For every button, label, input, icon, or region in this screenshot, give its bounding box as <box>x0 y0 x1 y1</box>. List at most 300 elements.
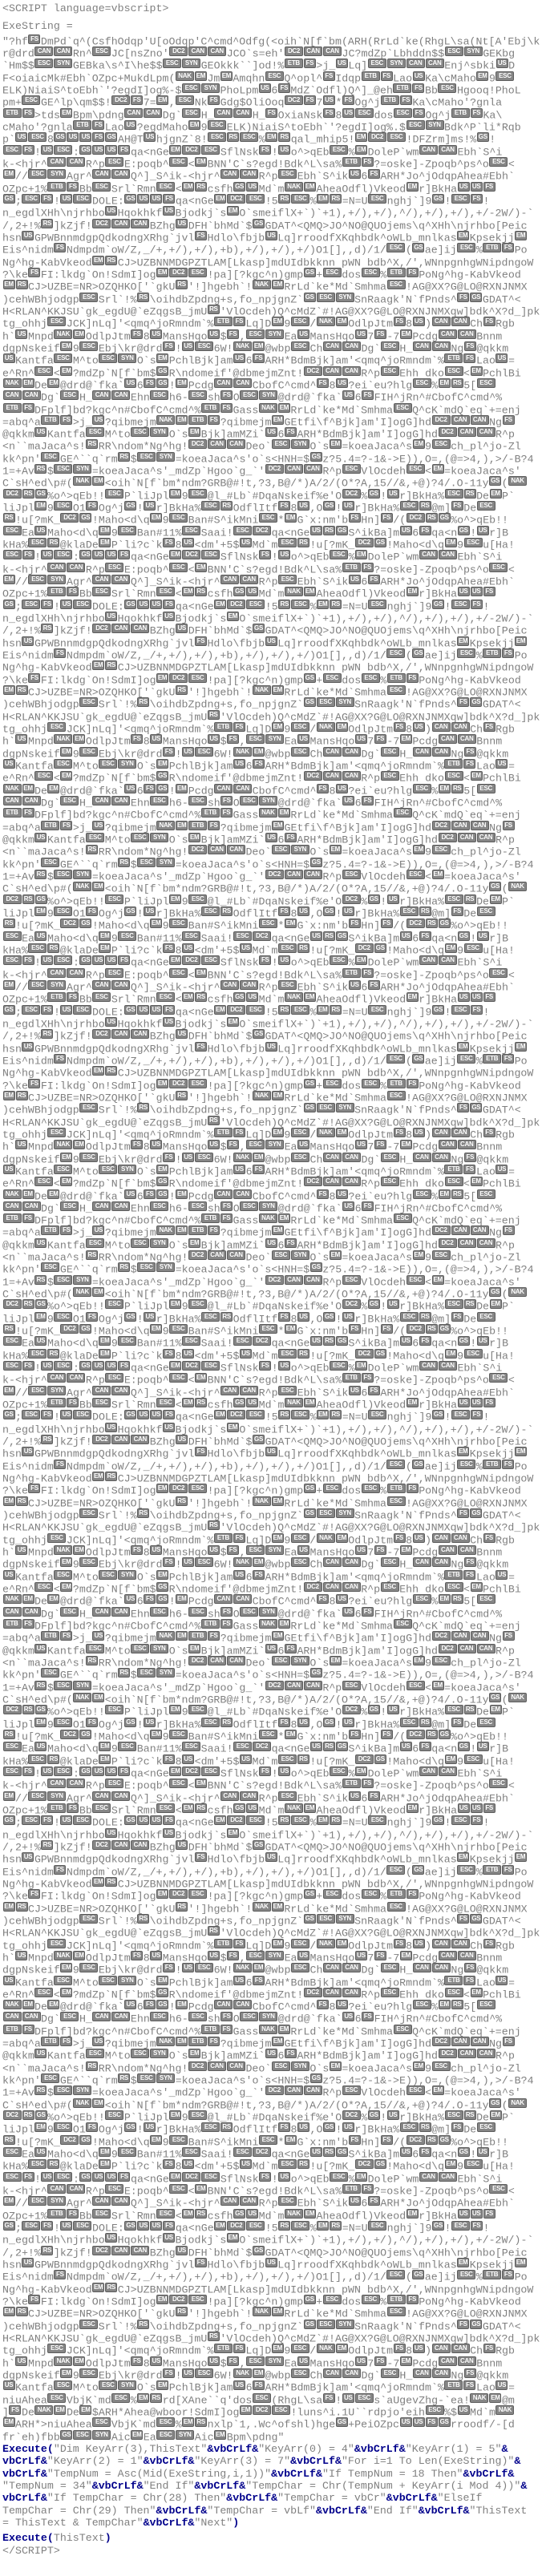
control-char-can-glyph: CAN <box>458 734 476 744</box>
control-char-nak-glyph: NAK <box>285 1803 303 1813</box>
control-char-esc-glyph: ESC <box>240 2012 258 2021</box>
code-line: ?\ke FS FI:lkdg`On!SdmI]og EM DC2 ESC !pa][?kgc^n)gmp GS + ESC dos ESC % ETB FS PoNg^hg-KabVkeod <box>2 268 521 281</box>
code-line: DC2 RS GS %o^>qEb!! ESC P`liJpl EM 9 ESC @l_#Lb`#DqaNskeif%e'O DC2 % GS ! US r]BkHa% ESC RS De EM P` <box>2 1299 546 1311</box>
control-char-rs-glyph: RS <box>118 1262 130 1272</box>
control-char-can-glyph: CAN <box>451 415 470 425</box>
control-char-em-glyph: EM <box>433 1681 443 1689</box>
control-char-gs-glyph: GS <box>156 1594 168 1604</box>
control-char-can-glyph: CAN <box>413 1557 431 1567</box>
code-line: OZpc+1% ETB FS Bb ESC Srl`Rmn ESC < EM RS csfh GS US Md`m NAK EM AheaOdfl)Vkeod EM r]BkHa US US FS <box>2 182 546 194</box>
control-char-can-glyph: CAN <box>413 341 431 351</box>
control-char-fs-glyph: FS <box>483 1803 495 1813</box>
control-char-us-glyph: US <box>477 2147 489 2157</box>
control-char-fs-glyph: FS <box>349 1730 361 1739</box>
control-char-rs-glyph: RS <box>34 1275 47 1285</box>
control-char-em-glyph: EM <box>183 1399 193 1407</box>
control-char-can-glyph: CAN <box>188 46 207 56</box>
control-char-esc-glyph: ESC <box>156 2209 175 2219</box>
control-char-can-glyph: CAN <box>220 980 239 990</box>
control-char-nak-glyph: NAK <box>3 1189 22 1199</box>
control-char-fs-glyph: FS <box>394 1533 406 1543</box>
control-char-us-glyph: US <box>342 1201 354 1211</box>
control-char-esc-glyph: ESC <box>201 2122 220 2132</box>
control-char-fs-glyph: FS <box>259 1766 271 1776</box>
control-char-esc-glyph: ESC <box>477 2000 495 2009</box>
control-char-fs-glyph: FS <box>278 1312 290 1322</box>
control-char-can-glyph: CAN <box>240 1386 258 1395</box>
control-char-dc2-glyph: DC2 <box>432 415 451 425</box>
control-char-gs-glyph: GS <box>304 697 316 707</box>
control-char-dc2-glyph: DC2 <box>60 2135 79 2145</box>
control-char-etb-glyph: ETB <box>41 1225 59 1235</box>
control-char-nak-glyph: NAK <box>285 992 303 1002</box>
control-char-us-glyph: US <box>105 1423 117 1432</box>
control-char-us-glyph: US <box>176 624 188 633</box>
code-line: ETB FS DFplf]bd?kgc^n#CbofC^cmd^% ETB FS Gass NAK EM RrLd`ke*Md`Smhma ESC Q^cK`mdQ`eq`+=enj <box>2 403 546 415</box>
control-char-can-glyph: CAN <box>342 1582 361 1592</box>
control-char-us-glyph: US <box>458 1398 470 1407</box>
control-char-etb-glyph: ETB <box>444 353 463 363</box>
control-char-us-glyph: US <box>150 2221 162 2231</box>
control-char-rs-glyph: RS <box>220 2122 233 2132</box>
control-char-us-glyph: US <box>278 1766 290 1776</box>
control-char-nak-glyph: NAK <box>73 1693 91 1702</box>
control-char-em-glyph: EM <box>471 772 481 780</box>
control-char-nak-glyph: NAK <box>253 2307 271 2316</box>
control-char-us-glyph: US <box>400 2417 412 2427</box>
control-char-nak-glyph: NAK <box>508 882 527 891</box>
control-char-esc-glyph: ESC <box>394 1213 412 1223</box>
code-line: EM // ESC SYN Agr^ CAN CAN Q^]_S^ik-<hjr^ CAN CAN R^p ESC Ebh`S^ik US 6 FS ARH*Jo^jOdqpAhea#Ebh` <box>4 170 515 182</box>
control-char-esc-glyph: ESC <box>323 1079 342 1088</box>
control-char-esc-glyph: ESC <box>457 2270 475 2279</box>
script-open-tag: <SCRIPT language=vbscript> <box>2 2 169 14</box>
control-char-gs-glyph: GS <box>412 1460 424 1469</box>
control-char-can-glyph: CAN <box>285 464 303 474</box>
control-char-esc-glyph: ESC <box>272 2061 290 2071</box>
control-char-can-glyph: CAN <box>92 1386 111 1395</box>
control-char-esc-glyph: ESC <box>54 2380 72 2390</box>
control-char-dc2-glyph: DC2 <box>3 2110 22 2120</box>
control-char-can-glyph: CAN <box>471 1225 489 1235</box>
control-char-em-glyph: EM <box>151 919 161 927</box>
code-line: e^Rn^ ESC < EM ?mdZp`N[f`bm$ GS R\ndomeif'@dbmejmZnt! DC2 CAN CAN R^p ESC Ehh dko ESC < EM PchlBi <box>2 366 521 378</box>
control-char-esc-glyph: ESC <box>406 1681 425 1690</box>
control-char-nak-glyph: NAK <box>317 317 335 326</box>
control-char-can-glyph: CAN <box>3 1201 22 1211</box>
control-char-em-glyph: EM <box>414 440 423 448</box>
control-char-nak-glyph: NAK <box>233 747 252 757</box>
control-char-esc-glyph: ESC <box>323 1889 342 1899</box>
control-char-esc-glyph: ESC <box>54 1681 72 1690</box>
control-char-em-glyph: EM <box>330 440 341 448</box>
control-char-fs-glyph: FS <box>22 403 34 413</box>
control-char-esc-glyph: ESC <box>92 587 111 596</box>
control-char-esc-glyph: ESC <box>240 1607 258 1617</box>
code-line: DC2 RS GS %o^>qEb!! ESC P`liJpl EM 9 ESC @l_#Lb`#DqaNskeif%e'O DC2 % GS ! US r]BkHa% ESC RS De EM P` <box>2 894 546 906</box>
control-char-gs-glyph: GS <box>304 1484 316 1493</box>
control-char-us-glyph: US <box>233 1570 245 1580</box>
control-char-rs-glyph: RS <box>86 439 98 449</box>
control-char-esc-glyph: ESC <box>79 1153 98 1162</box>
control-char-em-glyph: EM <box>177 378 187 386</box>
control-char-fs-glyph: FS <box>41 600 53 609</box>
control-char-esc-glyph: ESC <box>79 1557 98 1567</box>
control-char-esc-glyph: ESC <box>99 1976 117 1985</box>
control-char-fs-glyph: FS <box>60 2037 72 2046</box>
control-char-etb-glyph: ETB <box>387 1079 406 1088</box>
control-char-can-glyph: CAN <box>3 2012 22 2021</box>
control-char-gs-glyph: GS <box>35 1299 47 1309</box>
control-char-etb-glyph: ETB <box>3 403 22 413</box>
control-char-fs-glyph: FS <box>41 2221 53 2231</box>
control-char-can-glyph: CAN <box>227 439 245 449</box>
control-char-em-glyph: EM <box>273 821 283 829</box>
control-char-em-glyph: EM <box>491 2393 500 2401</box>
control-char-us-glyph: US <box>355 1951 367 1960</box>
control-char-em-glyph: EM <box>94 1693 103 1701</box>
vbscript-keyword: &vbCrLf& <box>91 2479 144 2492</box>
control-char-em-glyph: EM <box>158 1976 168 1984</box>
control-char-em-glyph: EM <box>459 231 468 239</box>
control-char-rs-glyph: RS <box>34 2085 47 2095</box>
control-char-can-glyph: CAN <box>304 870 322 879</box>
control-char-gs-glyph: GS <box>323 906 335 916</box>
control-char-fs-glyph: FS <box>471 1410 483 1419</box>
control-char-fs-glyph: FS <box>471 2221 483 2231</box>
control-char-esc-glyph: ESC <box>387 280 406 289</box>
control-char-rs-glyph: RS <box>220 501 233 511</box>
control-char-us-glyph: US <box>150 1140 162 1149</box>
control-char-fs-glyph: FS <box>368 1386 380 1395</box>
control-char-can-glyph: CAN <box>458 1140 476 1149</box>
control-char-em-glyph: EM <box>330 846 341 854</box>
control-char-fs-glyph: FS <box>233 2344 245 2353</box>
control-char-can-glyph: CAN <box>131 624 149 633</box>
control-char-em-glyph: EM <box>516 1853 526 1861</box>
control-char-can-glyph: CAN <box>220 1386 239 1395</box>
control-char-nak-glyph: NAK <box>259 403 277 413</box>
control-char-syn-glyph: SYN <box>47 575 66 584</box>
control-char-rs-glyph: RS <box>208 1116 220 1125</box>
code-line: ESC FS ! US ESC : GS US US FS qa<nGe EM DC2 ESC SflNsk FS ! US o^>qEb ESC % EM DoleP`wm CAN CAN Ebh`S^i <box>2 145 546 157</box>
control-char-can-glyph: CAN <box>342 1177 361 1186</box>
control-char-rs-glyph: RS <box>323 526 335 535</box>
control-char-dc2-glyph: DC2 <box>169 1484 188 1493</box>
code-line: EM RS CJ>UZBE=NR>OZQHKO['`gkU RS '!]hgebh`! NAK EM RrLd`ke*Md`Smhma ESC !AG@XX?G@LO@RXNJNMX <box>4 1902 528 1914</box>
control-char-us-glyph: US <box>15 1140 27 1149</box>
control-char-esc-glyph: ESC <box>477 906 495 916</box>
control-char-esc-glyph: ESC <box>291 1005 309 1015</box>
control-char-gs-glyph: GS <box>156 1582 168 1592</box>
control-char-etb-glyph: ETB <box>444 1976 463 1985</box>
control-char-em-glyph: EM <box>491 2111 500 2119</box>
control-char-nak-glyph: NAK <box>3 1594 22 1604</box>
control-char-can-glyph: CAN <box>131 219 149 228</box>
control-char-nak-glyph: NAK <box>508 1287 527 1297</box>
code-line: ETB FS DFplf]bd?kgc^n#CbofC^cmd^% ETB FS Gass NAK EM RrLd`ke*Md`Smhma ESC Q^cK`mdQ`eq`+=enj <box>2 1213 546 1225</box>
control-char-us-glyph: US <box>355 329 367 339</box>
control-char-can-glyph: CAN <box>426 59 444 68</box>
control-char-rs-glyph: RS <box>41 624 53 633</box>
vbscript-keyword: &vbCrLf& <box>143 2455 195 2468</box>
control-char-em-glyph: EM <box>157 1484 168 1492</box>
control-char-can-glyph: CAN <box>342 1988 361 1997</box>
control-char-rs-glyph: RS <box>105 1877 117 1887</box>
control-char-esc-glyph: ESC <box>105 2184 123 2194</box>
code-line: Ng^hg-KabVkeod EM RS CJ>UZBNNMDGPZTLAM[Lkasp]mdUIdbkknn pWN bdb^X,/',WNnpgnhgWNipdngoW <box>2 2283 534 2295</box>
control-char-can-glyph: CAN <box>47 968 66 978</box>
control-char-esc-glyph: ESC <box>54 145 72 155</box>
control-char-em-glyph: EM <box>176 1226 187 1234</box>
control-char-esc-glyph: ESC <box>233 526 252 535</box>
control-char-can-glyph: CAN <box>214 784 233 793</box>
control-char-em-glyph: EM <box>337 1939 346 1947</box>
control-char-esc-glyph: ESC <box>445 771 463 781</box>
control-char-etb-glyph: ETB <box>342 157 361 167</box>
control-char-dc2-glyph: DC2 <box>439 427 457 437</box>
control-char-fs-glyph: FS <box>118 145 130 155</box>
control-char-em-glyph: EM <box>94 1067 103 1075</box>
control-char-esc-glyph: ESC <box>432 1656 451 1666</box>
control-char-esc-glyph: ESC <box>118 526 136 535</box>
control-char-esc-glyph: ESC <box>368 1815 386 1825</box>
vbscript-keyword: vbCrLf& <box>2 2455 47 2468</box>
control-char-us-glyph: US <box>342 501 354 511</box>
control-char-fs-glyph: FS <box>233 722 245 732</box>
control-char-us-glyph: US <box>208 329 220 339</box>
control-char-us-glyph: US <box>105 2233 117 2243</box>
control-char-esc-glyph: ESC <box>368 2221 386 2231</box>
control-char-em-glyph: EM <box>36 1312 46 1320</box>
code-line: tg_ohhj ESC JCK]nLq]'<qmq^joRmndm`% ETB FS Lq]D EM 9 ESC / NAK EM OdlpJtm FS 8 US ) CAN CAN Ch FS Rgb <box>2 317 516 329</box>
control-char-fs-glyph: FS <box>9 2405 21 2415</box>
control-char-esc-glyph: ESC <box>176 95 194 105</box>
control-char-esc-glyph: ESC <box>3 526 22 535</box>
control-char-esc-glyph: ESC <box>477 2122 495 2132</box>
control-char-esc-glyph: ESC <box>3 1361 22 1371</box>
control-char-fs-glyph: FS <box>502 1865 514 1875</box>
control-char-fs-glyph: FS <box>464 1557 476 1567</box>
control-char-dc2-glyph: DC2 <box>406 1730 425 1739</box>
control-char-esc-glyph: ESC <box>54 353 72 363</box>
control-char-fs-glyph: FS <box>381 1730 393 1739</box>
control-char-em-glyph: EM <box>4 170 14 178</box>
control-char-fs-glyph: FS <box>285 1644 297 1653</box>
control-char-rs-glyph: RS <box>47 1754 59 1764</box>
control-char-em-glyph: EM <box>273 317 283 325</box>
control-char-em-glyph: EM <box>273 415 283 423</box>
control-char-fs-glyph: FS <box>259 1361 271 1371</box>
code-line: EM RS CJ>UZBE=NR>OZQHKO['`gkU RS '!]hgebh`! NAK EM RrLd`ke*Md`Smhma ESC !AG@XX?G@LO@RXNJNMX <box>4 1091 528 1104</box>
control-char-us-glyph: US <box>495 1165 508 1174</box>
code-line: /,2+!% RS ]kZjf! DC2 CAN CAN BZhg US DFH`bhMd`$ GS GDAT^<QMQ>JO^NO@QUOjems\q^XHh\njrhbo[Peic <box>2 1840 528 1853</box>
control-char-esc-glyph: ESC <box>278 1349 297 1359</box>
code-line: liJpl EM 9 ESC O1 FS Og^j GS ! US r]BkHa% ESC RS OdflItf FS 8 US ,O GS ! US r]BkHa% ESC RS @m] FS De ESC <box>2 2122 546 2134</box>
code-line: dgpNskeif EM 9 ESC Ebj\kr@drd FS ! US ESC 6W! NAK EM @wbp ESC Ch CAN CAN Dg` ESC H_ CAN CAN Ng FS @qkkm <box>2 1558 509 1570</box>
control-char-fs-glyph: FS <box>413 108 425 118</box>
control-char-rs-glyph: RS <box>278 132 290 142</box>
control-char-em-glyph: EM <box>62 2369 71 2376</box>
control-char-esc-glyph: ESC <box>342 870 361 879</box>
code-line: ETB FS DFplf]bd?kgc^n#CbofC^cmd^% ETB FS Gass NAK EM RrLd`ke*Md`Smhma ESC Q^cK`mdQ`eq`+=enj <box>2 1619 546 1631</box>
control-char-us-glyph: US <box>34 526 47 535</box>
control-char-dc2-glyph: DC2 <box>355 1754 374 1764</box>
control-char-esc-glyph: ESC <box>426 2405 444 2415</box>
control-char-esc-glyph: ESC <box>188 1484 207 1493</box>
control-char-us-glyph: US <box>15 1951 27 1960</box>
control-char-fs-glyph: FS <box>483 1533 495 1543</box>
control-char-fs-glyph: FS <box>144 1189 156 1199</box>
control-char-etb-glyph: ETB <box>47 2209 66 2219</box>
control-char-esc-glyph: ESC <box>278 943 297 953</box>
control-char-us-glyph: US <box>105 1361 117 1371</box>
control-char-esc-glyph: ESC <box>406 464 425 474</box>
control-char-syn-glyph: SYN <box>259 1201 277 1211</box>
control-char-can-glyph: CAN <box>214 378 233 388</box>
control-char-gs-glyph: GS <box>323 2122 335 2132</box>
control-char-esc-glyph: ESC <box>489 1779 508 1788</box>
control-char-em-glyph: EM <box>36 502 46 510</box>
control-char-us-glyph: US <box>150 1410 162 1419</box>
control-char-fs-glyph: FS <box>471 1815 483 1825</box>
control-char-esc-glyph: ESC <box>406 1275 425 1285</box>
code-line: kHa% ESC RS @klaDe EM P`li?c`k FS 8 US <dm'+5$ US Md`m ESC RS !u[?mK_ DC2 GS !Maho<d\q EM 9 ESC u[Ha! <box>2 1754 515 1766</box>
control-char-esc-glyph: ESC <box>22 1410 40 1419</box>
control-char-fs-glyph: FS <box>394 1128 406 1137</box>
control-char-fs-glyph: FS <box>368 575 380 584</box>
control-char-us-glyph: US <box>297 734 309 744</box>
control-char-esc-glyph: ESC <box>291 1815 309 1825</box>
control-char-rs-glyph: RS <box>105 1472 117 1481</box>
control-char-etb-glyph: ETB <box>342 968 361 978</box>
control-char-em-glyph: EM <box>433 465 443 473</box>
control-char-em-glyph: EM <box>273 1902 283 1910</box>
control-char-em-glyph: EM <box>158 1570 168 1578</box>
control-char-esc-glyph: ESC <box>92 2417 111 2427</box>
control-char-em-glyph: EM <box>228 2234 238 2242</box>
control-char-rs-glyph: RS <box>176 1496 188 1506</box>
control-char-us-glyph: US <box>144 1312 156 1322</box>
control-char-em-glyph: EM <box>157 1890 168 1898</box>
control-char-esc-glyph: ESC <box>28 1791 47 1801</box>
control-char-em-glyph: EM <box>439 2001 449 2009</box>
control-char-esc-glyph: ESC <box>489 1373 508 1383</box>
control-char-us-glyph: US <box>34 1336 47 1346</box>
control-char-us-glyph: US <box>150 734 162 744</box>
code-line: )cehWBhjodgp ESC Srl`!% RS \oihdbZpdng+s,fo_npjgnZ` GS ESC SYN SnRaagk'N`fPnds^ FS GS GDAT^< <box>2 1509 521 1521</box>
control-char-em-glyph: EM <box>273 1632 283 1640</box>
control-char-can-glyph: CAN <box>92 796 111 806</box>
control-char-em-glyph: EM <box>433 1275 443 1283</box>
control-char-syn-glyph: SYN <box>291 1250 309 1260</box>
control-char-em-glyph: EM <box>356 145 366 153</box>
control-char-em-glyph: EM <box>157 268 168 276</box>
vbscript-keyword: Execute( <box>2 2532 54 2545</box>
control-char-em-glyph: EM <box>241 2405 251 2413</box>
control-char-can-glyph: CAN <box>214 1189 233 1199</box>
code-line: NAK EM De EM @drd@`fka` US 6 FS GS ! EM Pcdg CAN CAN CbofC^cmd^ FS 8 US ?ei`eu?hlg ESC % EM RS 5[ ESC <box>2 1594 546 1606</box>
control-char-dc2-glyph: DC2 <box>265 1275 284 1285</box>
control-char-em-glyph: EM <box>157 1079 168 1087</box>
code-line: ESC FS ! US ESC : GS US US FS qa<nGe EM DC2 ESC SflNsk FS ! US o^>qEb ESC % EM DoleP`wm CAN CAN Ebh`S^i <box>2 550 546 562</box>
code-line: /,2+!% RS ]kZjf! DC2 CAN CAN BZhg US DFH`bhMd`$ GS GDAT^<QMQ>JO^NO@QUOjems\q^XHh\njrhbo[Peic <box>2 219 528 231</box>
control-char-esc-glyph: ESC <box>28 1349 47 1359</box>
control-char-us-glyph: US <box>105 955 117 965</box>
control-char-esc-glyph: ESC <box>342 1681 361 1690</box>
control-char-us-glyph: US <box>92 550 104 559</box>
control-char-can-glyph: CAN <box>92 1201 111 1211</box>
control-char-can-glyph: CAN <box>323 1988 342 1997</box>
control-char-us-glyph: US <box>240 943 252 953</box>
control-char-fs-glyph: FS <box>163 2159 175 2169</box>
control-char-can-glyph: CAN <box>22 796 41 806</box>
control-char-esc-glyph: ESC <box>278 980 297 990</box>
control-char-fs-glyph: FS <box>227 1545 239 1555</box>
control-char-dc2-glyph: DC2 <box>304 1988 322 1997</box>
control-char-esc-glyph: ESC <box>240 796 258 806</box>
code-line: 1=+Av RS $ ESC SYN =koeaJaca^s'_mdZp`Hgoo`g_`' DC2 CAN CAN R^p ESC VlOcdeh ESC < EM =koeaJaca^s' <box>2 465 521 477</box>
control-char-gs-glyph: GS <box>470 1508 482 1518</box>
control-char-gs-glyph: GS <box>79 955 91 965</box>
control-char-nak-glyph: NAK <box>54 1951 72 1960</box>
code-line: EM RS CJ>UZBE=NR>OZQHKO['`gkU RS '!]hgebh`! NAK EM RrLd`ke*Md`Smhma ESC !AG@XX?G@LO@RXNJNMX <box>4 2307 528 2320</box>
control-char-rs-glyph: RS <box>22 894 34 904</box>
control-char-esc-glyph: ESC <box>131 1644 149 1653</box>
control-char-etb-glyph: ETB <box>483 648 501 658</box>
control-char-dc2-glyph: DC2 <box>439 833 457 842</box>
control-char-etb-glyph: ETB <box>214 2344 233 2353</box>
control-char-can-glyph: CAN <box>419 2172 438 2182</box>
control-char-fs-glyph: FS <box>368 1791 380 1801</box>
control-char-em-glyph: EM <box>318 1005 328 1013</box>
control-char-esc-glyph: ESC <box>105 563 123 572</box>
control-char-fs-glyph: FS <box>362 1607 374 1617</box>
control-char-em-glyph: EM <box>171 1766 180 1775</box>
control-char-em-glyph: EM <box>62 1988 71 1996</box>
control-char-dc2-glyph: DC2 <box>253 526 271 535</box>
control-char-syn-glyph: SYN <box>291 2061 309 2071</box>
control-char-em-glyph: EM <box>267 133 277 141</box>
control-char-fs-glyph: FS <box>374 2356 386 2366</box>
control-char-esc-glyph: ESC <box>22 1815 40 1825</box>
control-char-fs-glyph: FS <box>67 182 79 192</box>
control-char-fs-glyph: FS <box>220 2025 233 2034</box>
control-char-can-glyph: CAN <box>439 1545 457 1555</box>
control-char-gs-glyph: GS <box>79 2135 91 2145</box>
control-char-us-glyph: US <box>240 2159 252 2169</box>
control-char-dc2-glyph: DC2 <box>406 919 425 928</box>
control-char-em-glyph: EM <box>171 1362 180 1370</box>
control-char-can-glyph: CAN <box>47 1373 66 1383</box>
control-char-em-glyph: EM <box>253 2369 264 2376</box>
control-char-esc-glyph: ESC <box>330 2172 348 2182</box>
control-char-em-glyph: EM <box>196 1779 206 1787</box>
control-char-us-glyph: US <box>495 353 508 363</box>
control-char-fs-glyph: FS <box>457 1508 469 1518</box>
control-char-em-glyph: EM <box>23 2001 33 2009</box>
control-char-em-glyph: EM <box>516 231 526 239</box>
control-char-can-glyph: CAN <box>144 108 162 118</box>
control-char-em-glyph: EM <box>439 1595 449 1603</box>
control-char-em-glyph: EM <box>330 2061 341 2069</box>
control-char-us-glyph: US <box>310 931 322 941</box>
control-char-fs-glyph: FS <box>118 955 130 965</box>
control-char-rs-glyph: RS <box>464 489 476 499</box>
control-char-us-glyph: US <box>22 636 34 646</box>
control-char-esc-glyph: ESC <box>495 71 514 81</box>
control-char-fs-glyph: FS <box>502 1460 514 1469</box>
